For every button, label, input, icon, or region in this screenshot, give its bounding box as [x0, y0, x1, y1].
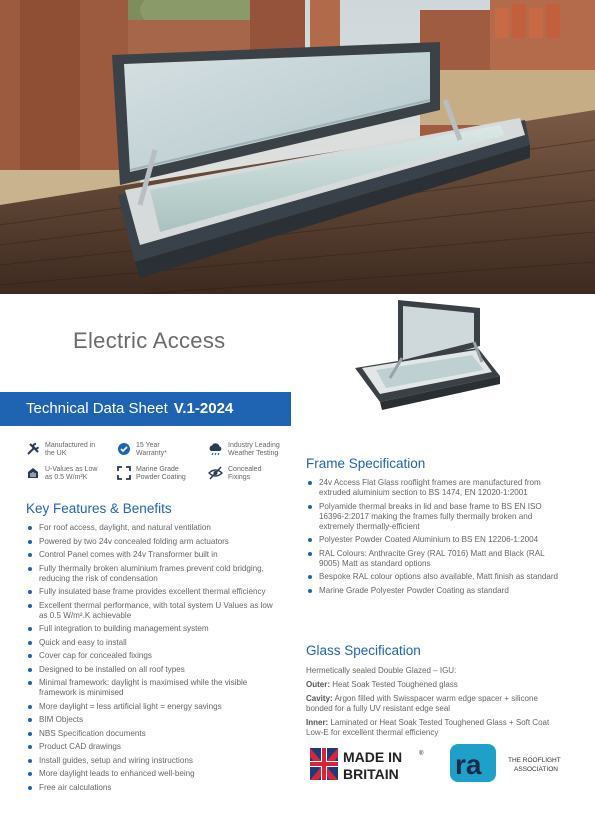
badge-line: Weather Testing	[228, 450, 279, 458]
glass-outer-label: Outer:	[306, 680, 330, 689]
key-features-list	[27, 523, 282, 796]
rooflight-product-icon	[340, 298, 510, 413]
list-item: Excellent thermal performance, with total system U Values as low as 0.5 W/m².K achievable	[27, 601, 282, 621]
list-item: For roof access, daylight, and natural ventilation	[27, 523, 282, 533]
glass-cavity-label: Cavity:	[306, 694, 333, 703]
badge-warranty	[117, 442, 167, 459]
list-item: Free air calculations	[27, 783, 282, 793]
banner-version: V.1-2024	[173, 400, 234, 417]
glass-outer-text: Heat Soak Tested Toughened glass	[332, 680, 458, 689]
list-item: 24v Access Flat Glass rooflight frames are manufactured from extruded aluminium section to BS 1474, EN 12020-1:2001	[307, 478, 565, 498]
tools-icon	[26, 442, 40, 456]
seal-check-icon	[117, 442, 131, 456]
list-item: More daylight = less artificial light = energy savings	[27, 702, 282, 712]
badge-manufactured	[26, 442, 95, 459]
data-sheet-banner	[0, 392, 291, 426]
eye-slash-icon	[208, 466, 223, 480]
frame-spec-list	[307, 478, 565, 599]
corners-icon	[117, 466, 131, 480]
list-item: Product CAD drawings	[27, 742, 282, 752]
badge-fixings	[208, 466, 261, 483]
mib-line1: MADE IN	[343, 749, 403, 765]
badge-line: 15 Year	[136, 442, 160, 449]
badge-line: Concealed	[228, 466, 262, 473]
mib-mark: ®	[419, 751, 424, 757]
weather-cloud-icon	[208, 442, 223, 456]
glass-cavity	[306, 694, 564, 714]
ra-line2: ASSOCIATION	[514, 766, 558, 773]
list-item: Marine Grade Polyester Powder Coating as standard	[307, 586, 565, 596]
page-title: Electric Access	[73, 328, 226, 353]
badge-line: Warranty*	[136, 450, 167, 458]
list-item: More daylight leads to enhanced well-being	[27, 769, 282, 779]
badge-line: the UK	[45, 450, 67, 458]
badge-line: Fixings	[228, 474, 251, 482]
rooftop-rooflight-illustration	[0, 0, 595, 294]
glass-inner	[306, 718, 564, 738]
list-item: Designed to be installed on all roof types	[27, 665, 282, 675]
glass-spec-heading: Glass Specification	[306, 643, 421, 658]
hero-photo	[0, 0, 595, 294]
list-item: NBS Specification documents	[27, 729, 282, 739]
list-item: Minimal framework: daylight is maximised while the visible framework is minimised	[27, 678, 282, 698]
badge-line: Powder Coating	[136, 474, 186, 482]
banner-text: Technical Data Sheet	[26, 400, 168, 417]
thermal-icon	[26, 466, 40, 480]
glass-inner-text: Laminated or Heat Soak Tested Toughened Glass + Soft Coat Low-E for excellent thermal efficiency	[306, 718, 550, 737]
ra-mark: ra	[455, 749, 482, 780]
glass-intro: Hermetically sealed Double Glazed – IGU:	[306, 666, 457, 675]
badge-line: Manufactured in	[45, 442, 96, 449]
list-item: Cover cap for concealed fixings	[27, 651, 282, 661]
list-item: Control Panel comes with 24v Transformer built in	[27, 550, 282, 560]
glass-spec-body	[306, 666, 564, 742]
ra-line1: THE ROOFLIGHT	[508, 757, 561, 764]
badge-line: Industry Leading	[228, 442, 280, 449]
badge-line: as 0.5 W/m²K	[45, 474, 88, 482]
mib-line2: BRITAIN	[343, 766, 399, 782]
rooflight-association-logo	[450, 744, 580, 784]
list-item: RAL Colours: Anthracite Grey (RAL 7016) Matt and Black (RAL 9005) Matt as standard options	[307, 549, 565, 569]
glass-inner-label: Inner:	[306, 718, 329, 727]
list-item: Install guides, setup and wiring instructions	[27, 756, 282, 766]
badge-line: Marine Grade	[136, 466, 179, 473]
badge-coating	[117, 466, 186, 483]
list-item: Fully thermally broken aluminium frames prevent cold bridging, reducing the risk of condensation	[27, 564, 282, 584]
made-in-britain-logo	[310, 748, 430, 784]
product-render	[340, 298, 510, 413]
frame-spec-heading: Frame Specification	[306, 456, 426, 471]
list-item: Bespoke RAL colour options also available, Matt finish as standard	[307, 572, 565, 582]
list-item: Polyamide thermal breaks in lid and base frame to BS EN ISO 16396-2:2017 making the frames fully thermally broken and extremely thermally-efficient	[307, 502, 565, 532]
list-item: Quick and easy to install	[27, 638, 282, 648]
list-item: BIM Objects	[27, 715, 282, 725]
glass-outer	[306, 680, 564, 690]
list-item: Fully insulated base frame provides excellent thermal efficiency	[27, 587, 282, 597]
badge-weather	[208, 442, 280, 459]
list-item: Polyester Powder Coated Aluminium to BS EN 12206-1:2004	[307, 535, 565, 545]
list-item: Full integration to building management system	[27, 624, 282, 634]
glass-cavity-text: Argon filled with Swisspacer warm edge spacer + silicone bonded for a fully UV resistant edge seal	[306, 694, 538, 713]
key-features-heading: Key Features & Benefits	[26, 501, 172, 516]
list-item: Powered by two 24v concealed folding arm actuators	[27, 537, 282, 547]
badge-u-values	[26, 466, 97, 483]
badge-line: U-Values as Low	[45, 466, 98, 473]
